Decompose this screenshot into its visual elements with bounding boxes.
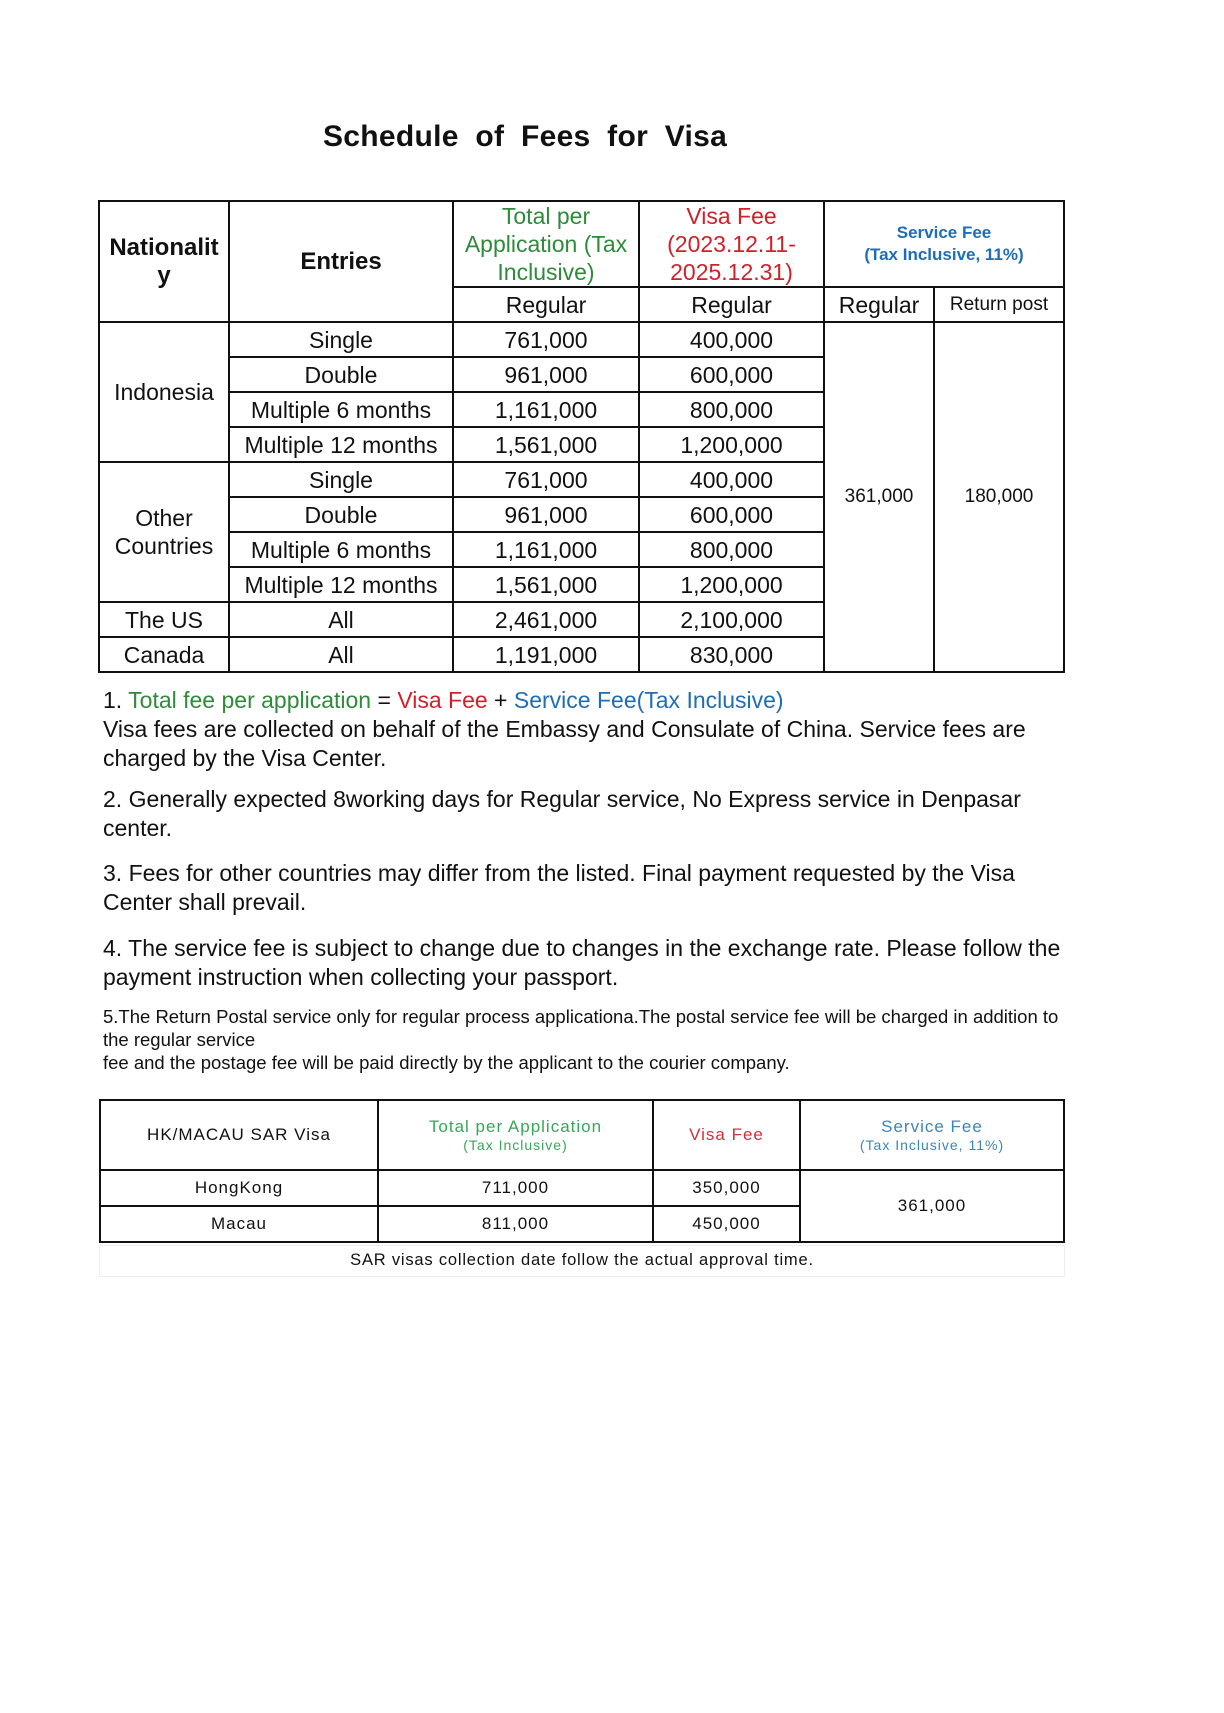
service-fee-regular-cell: 361,000: [824, 322, 934, 672]
entry-cell: Double: [229, 497, 453, 532]
sar-header-name: HK/MACAU SAR Visa: [100, 1100, 378, 1170]
visa-fee-cell: 600,000: [639, 357, 824, 392]
entry-cell: Multiple 12 months: [229, 567, 453, 602]
visa-fee-cell: 800,000: [639, 392, 824, 427]
sar-header-visa-fee: Visa Fee: [653, 1100, 800, 1170]
total-cell: 2,461,000: [453, 602, 639, 637]
entry-cell: Single: [229, 322, 453, 357]
nationality-cell: Indonesia: [99, 322, 229, 462]
note-1-service: Service Fee(Tax Inclusive): [513, 687, 784, 713]
note-1-total: Total fee per application: [128, 687, 372, 713]
sar-name-cell: HongKong: [100, 1170, 378, 1206]
sar-visa-table: [99, 1099, 1065, 1243]
entry-cell: Multiple 6 months: [229, 532, 453, 567]
sar-header-service-sub: (Tax Inclusive, 11%): [859, 1137, 1005, 1153]
note-2: 2. Generally expected 8working days for Regular service, No Express service in Denpasar center.: [103, 786, 1021, 841]
visa-fee-cell: 600,000: [639, 497, 824, 532]
visa-fee-table: [98, 200, 1065, 673]
header-total: Total per Application (Tax Inclusive): [453, 201, 639, 287]
entry-cell: All: [229, 602, 453, 637]
header-visa-fee-period: (2023.12.11-2025.12.31): [667, 231, 796, 285]
table-row: [99, 322, 1064, 357]
sar-header-total-sub: (Tax Inclusive): [463, 1137, 568, 1153]
visa-fee-cell: 830,000: [639, 637, 824, 672]
total-cell: 1,161,000: [453, 532, 639, 567]
sar-visa-fee-cell: 350,000: [653, 1170, 800, 1206]
note-5-line-2: fee and the postage fee will be paid directly by the applicant to the courier company.: [103, 1052, 790, 1073]
header-service-regular: Regular: [824, 287, 934, 322]
total-cell: 1,191,000: [453, 637, 639, 672]
header-visa-regular: Regular: [639, 287, 824, 322]
header-service-fee-tax: (Tax Inclusive, 11%): [864, 245, 1024, 264]
entry-cell: Multiple 6 months: [229, 392, 453, 427]
sar-name-cell: Macau: [100, 1206, 378, 1242]
note-1-visa: Visa Fee: [397, 687, 488, 713]
service-fee-return-post-cell: 180,000: [934, 322, 1064, 672]
sar-note: SAR visas collection date follow the actual approval time.: [99, 1245, 1065, 1277]
total-cell: 761,000: [453, 322, 639, 357]
visa-fee-cell: 400,000: [639, 322, 824, 357]
header-entries: Entries: [229, 201, 453, 322]
page-title: Schedule of Fees for Visa: [323, 120, 728, 153]
entry-cell: Multiple 12 months: [229, 427, 453, 462]
sar-total-cell: 711,000: [378, 1170, 653, 1206]
entry-cell: Single: [229, 462, 453, 497]
visa-fee-cell: 1,200,000: [639, 567, 824, 602]
header-service-fee-label: Service Fee: [896, 223, 992, 242]
note-1: [103, 686, 1078, 773]
note-1-equals: =: [371, 687, 398, 713]
sar-header-service-fee: [800, 1100, 1064, 1170]
note-3: 3. Fees for other countries may differ from the listed. Final payment requested by the Visa Center shall prevail.: [103, 860, 1015, 915]
nationality-cell: Other Countries: [99, 462, 229, 602]
header-visa-fee-label: Visa Fee: [686, 203, 777, 229]
total-cell: 961,000: [453, 497, 639, 532]
total-cell: 1,561,000: [453, 567, 639, 602]
header-service-fee: [824, 201, 1064, 287]
note-1-number: 1.: [103, 687, 129, 713]
note-5-line-1: 5.The Return Postal service only for regular process applicationa.The postal service fee will be charged in addition to the regular service: [103, 1006, 1059, 1050]
note-1-body: Visa fees are collected on behalf of the Embassy and Consulate of China. Service fees are charged by the Visa Center.: [103, 716, 1026, 771]
note-1-formula: [103, 686, 1078, 715]
visa-fee-cell: 400,000: [639, 462, 824, 497]
header-return-post: Return post: [934, 287, 1064, 322]
entry-cell: Double: [229, 357, 453, 392]
nationality-cell: The US: [99, 602, 229, 637]
table-row: [100, 1170, 1064, 1206]
total-cell: 761,000: [453, 462, 639, 497]
nationality-cell: Canada: [99, 637, 229, 672]
header-total-regular: Regular: [453, 287, 639, 322]
total-cell: 1,161,000: [453, 392, 639, 427]
entry-cell: All: [229, 637, 453, 672]
sar-total-cell: 811,000: [378, 1206, 653, 1242]
total-cell: 1,561,000: [453, 427, 639, 462]
sar-service-fee-cell: 361,000: [800, 1170, 1064, 1242]
sar-header-total-label: Total per Application: [428, 1117, 603, 1136]
visa-fee-cell: 800,000: [639, 532, 824, 567]
header-visa-fee: [639, 201, 824, 287]
sar-visa-fee-cell: 450,000: [653, 1206, 800, 1242]
note-1-plus: +: [487, 687, 514, 713]
sar-header-total: [378, 1100, 653, 1170]
note-4: 4. The service fee is subject to change due to changes in the exchange rate. Please follow the payment instruction when collecting your passport.: [103, 935, 1061, 990]
visa-fee-cell: 2,100,000: [639, 602, 824, 637]
total-cell: 961,000: [453, 357, 639, 392]
sar-header-service-label: Service Fee: [881, 1117, 983, 1136]
note-5: [103, 1005, 1078, 1074]
header-nationality: Nationalit y: [99, 201, 229, 322]
visa-fee-cell: 1,200,000: [639, 427, 824, 462]
